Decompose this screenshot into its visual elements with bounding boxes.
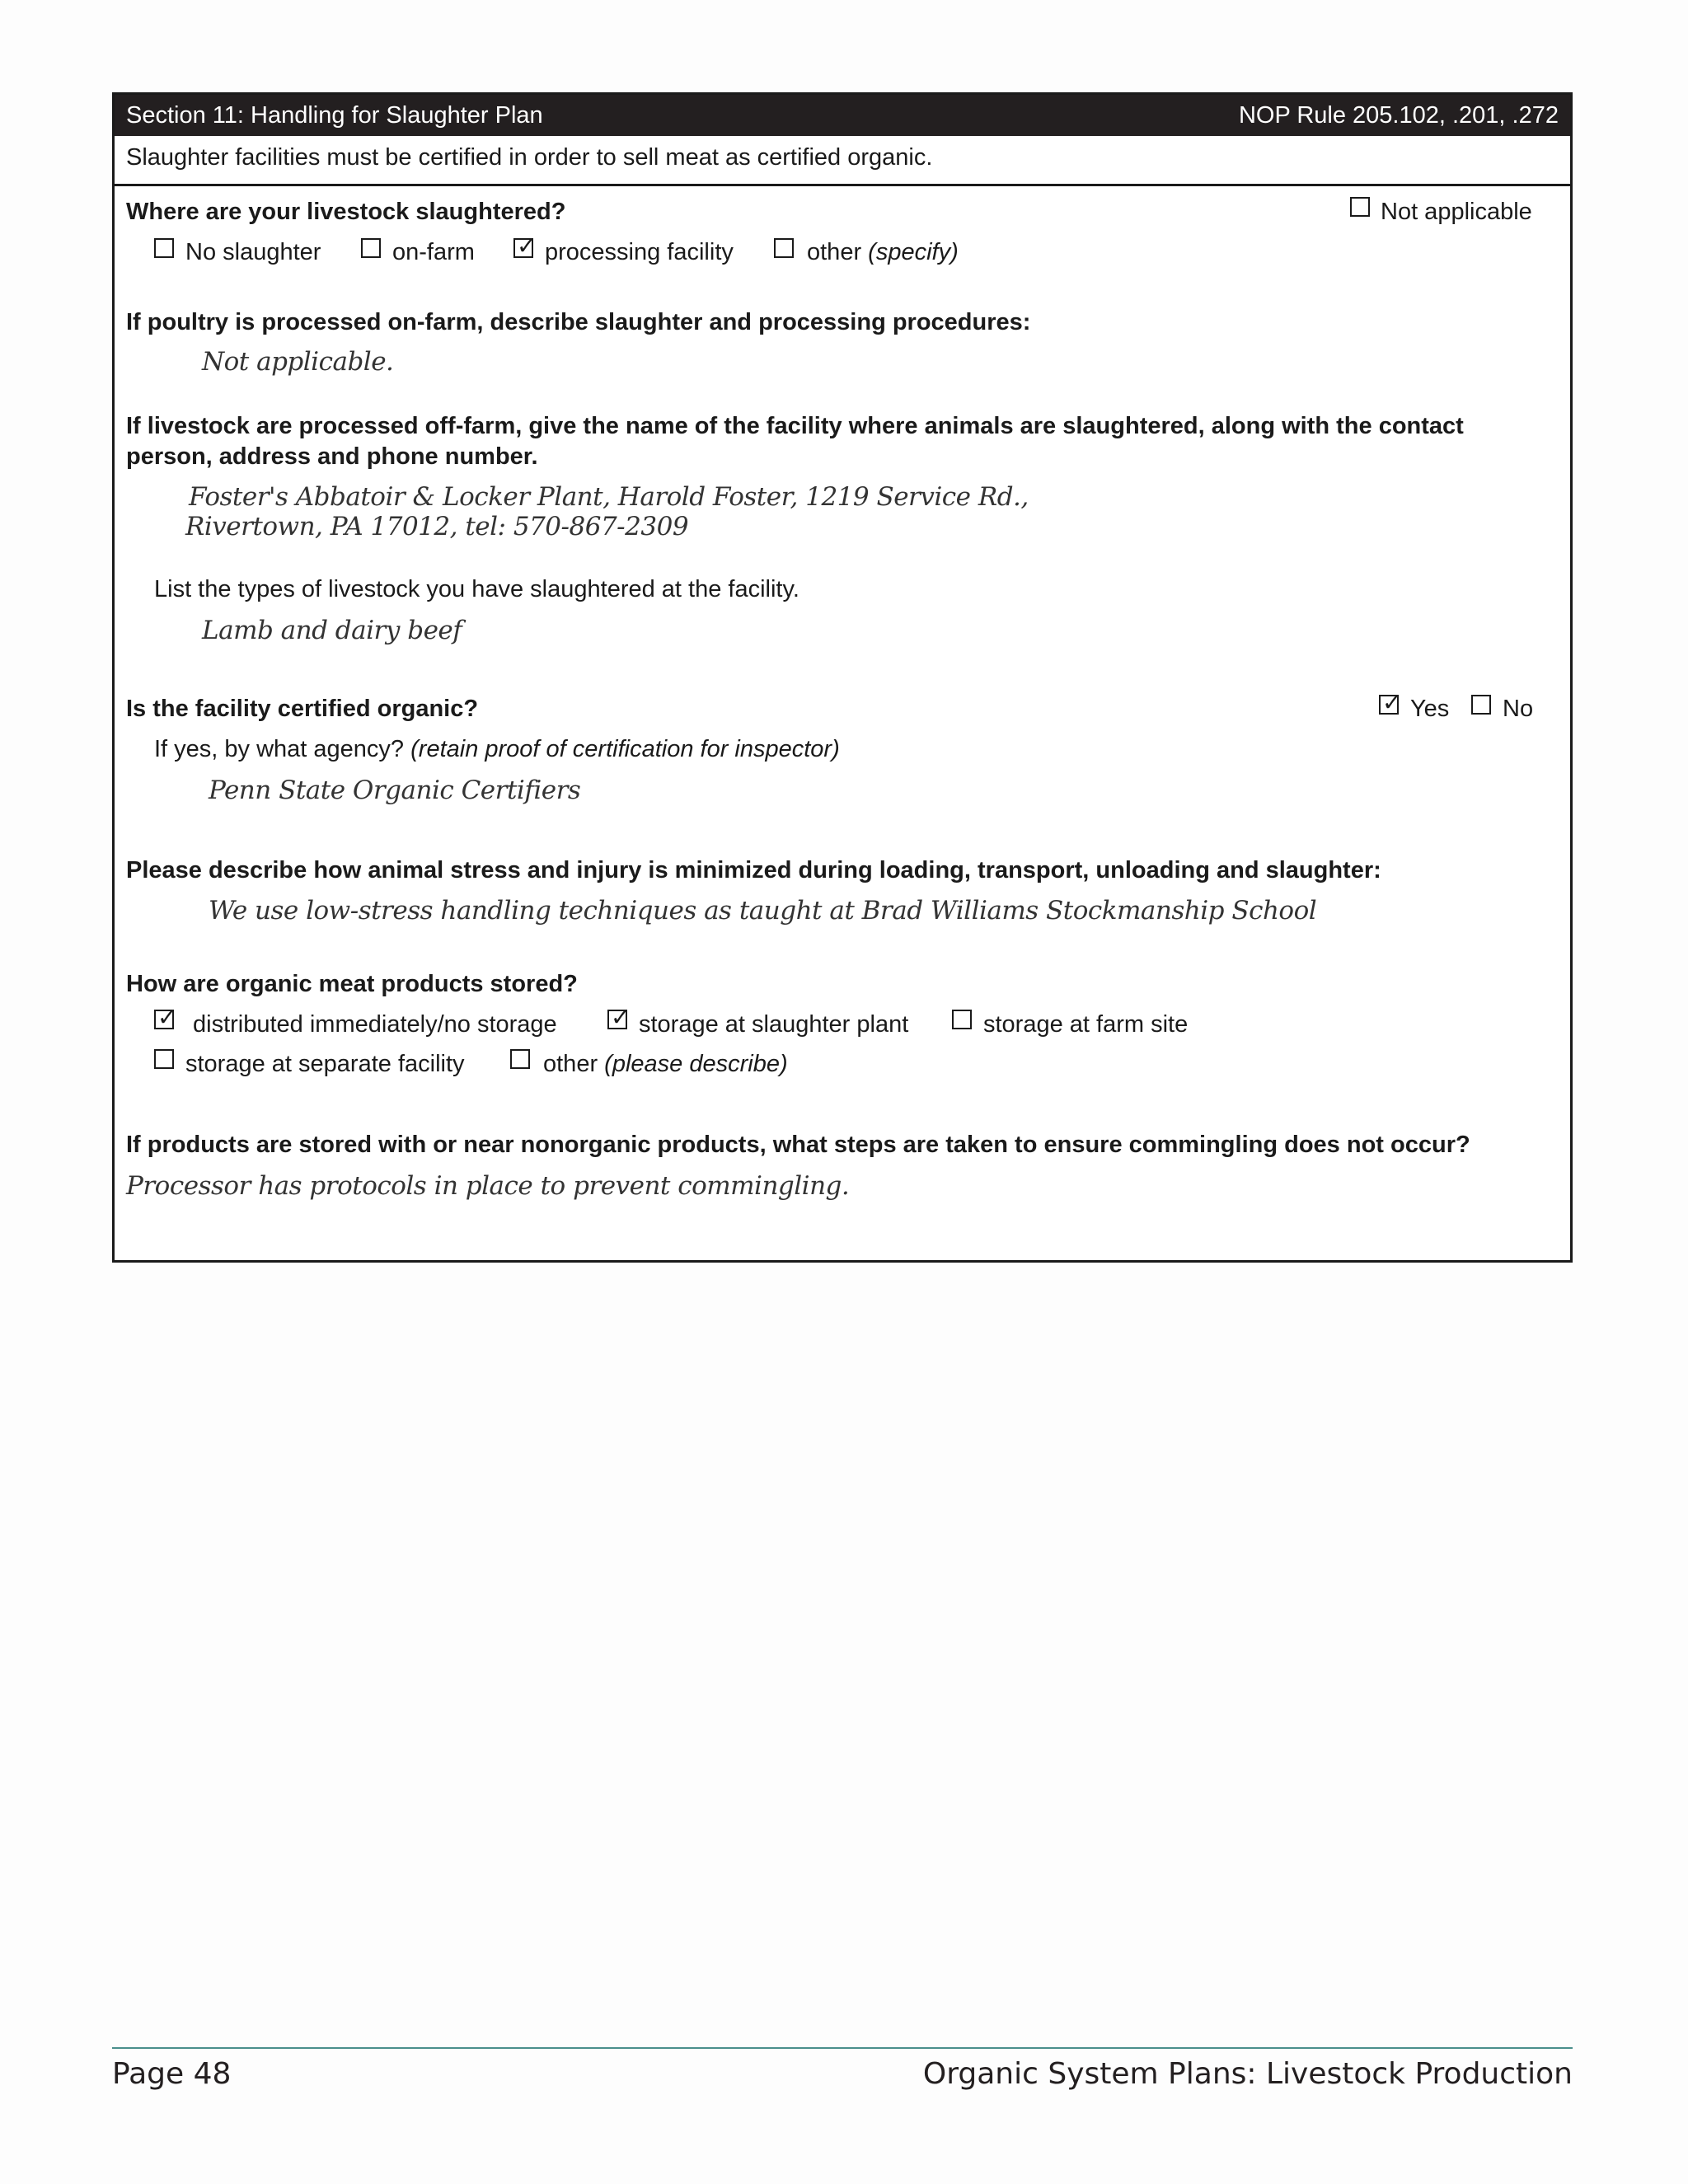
not-applicable-label: Not applicable (1381, 199, 1532, 225)
other-storage-text: other (543, 1051, 598, 1077)
other-slaughter-label (807, 239, 959, 266)
other-storage-hint: (please describe) (604, 1051, 788, 1077)
processing-facility-checkbox[interactable] (513, 238, 533, 258)
no-slaughter-checkbox[interactable] (154, 238, 174, 258)
q1-question: Where are your livestock slaughtered? (126, 199, 566, 225)
storage-slaughter-plant-checkbox[interactable] (607, 1010, 627, 1029)
q4-question: Is the facility certified organic? (126, 696, 479, 722)
q3-sub-answer[interactable]: Lamb and dairy beef (202, 616, 462, 645)
section-intro-row (115, 136, 1570, 186)
on-farm-checkbox[interactable] (361, 238, 381, 258)
distributed-immediately-checkbox[interactable] (154, 1010, 174, 1029)
page-number: Page 48 (112, 2057, 232, 2091)
q2-question: If poultry is processed on-farm, describe slaughter and processing procedures: (126, 309, 1031, 335)
certified-yes-checkbox[interactable] (1379, 695, 1399, 715)
q3-question-line1: If livestock are processed off-farm, give the name of the facility where animals are slaughtered, along with the contact (126, 413, 1464, 439)
no-slaughter-label: No slaughter (185, 239, 321, 265)
other-slaughter-checkbox[interactable] (774, 238, 794, 258)
q5-answer[interactable]: We use low-stress handling techniques as taught at Brad Williams Stockmanship School (209, 896, 1317, 926)
q4-sub-question (154, 736, 840, 763)
certified-no-label: No (1503, 696, 1534, 722)
q3-answer-line2[interactable]: Rivertown, PA 17012, tel: 570-867-2309 (185, 512, 689, 541)
document-title: Organic System Plans: Livestock Production (922, 2057, 1573, 2091)
slaughter-plan-form (112, 92, 1573, 1263)
q6-question: How are organic meat products stored? (126, 971, 578, 997)
q4-sub-question-text: If yes, by what agency? (154, 736, 405, 762)
q4-sub-hint: (retain proof of certification for inspector) (410, 736, 840, 762)
nop-rule-reference: NOP Rule 205.102, .201, .272 (1238, 102, 1559, 129)
certified-yes-label: Yes (1410, 696, 1450, 722)
certified-no-checkbox[interactable] (1471, 695, 1491, 715)
other-slaughter-hint: (specify) (868, 239, 959, 265)
storage-slaughter-plant-label: storage at slaughter plant (639, 1011, 909, 1038)
q4-answer[interactable]: Penn State Organic Certifiers (209, 776, 581, 805)
section-intro: Slaughter facilities must be certified in order to sell meat as certified organic. (126, 144, 933, 171)
storage-farm-site-label: storage at farm site (983, 1011, 1189, 1038)
q3-question-line2: person, address and phone number. (126, 443, 538, 470)
other-storage-label (543, 1051, 788, 1078)
not-applicable-checkbox[interactable] (1350, 197, 1370, 217)
q5-question: Please describe how animal stress and injury is minimized during loading, transport, unloading and slaughter: (126, 857, 1381, 883)
storage-separate-facility-checkbox[interactable] (154, 1049, 174, 1069)
storage-farm-site-checkbox[interactable] (952, 1010, 972, 1029)
distributed-immediately-label: distributed immediately/no storage (193, 1011, 557, 1038)
other-slaughter-text: other (807, 239, 862, 265)
storage-separate-facility-label: storage at separate facility (185, 1051, 465, 1077)
section-header (115, 95, 1570, 136)
q2-answer[interactable]: Not applicable. (202, 347, 394, 377)
q7-answer[interactable]: Processor has protocols in place to prevent commingling. (126, 1171, 850, 1201)
footer-rule (112, 2047, 1573, 2049)
processing-facility-label: processing facility (545, 239, 734, 265)
q3-sub-question: List the types of livestock you have slaughtered at the facility. (154, 576, 799, 602)
other-storage-checkbox[interactable] (510, 1049, 530, 1069)
q3-answer-line1[interactable]: Foster's Abbatoir & Locker Plant, Harold Foster, 1219 Service Rd., (189, 482, 1029, 512)
q7-question: If products are stored with or near nonorganic products, what steps are taken to ensure commingling does not occur? (126, 1132, 1470, 1158)
on-farm-label: on-farm (392, 239, 475, 265)
section-title: Section 11: Handling for Slaughter Plan (126, 102, 543, 129)
